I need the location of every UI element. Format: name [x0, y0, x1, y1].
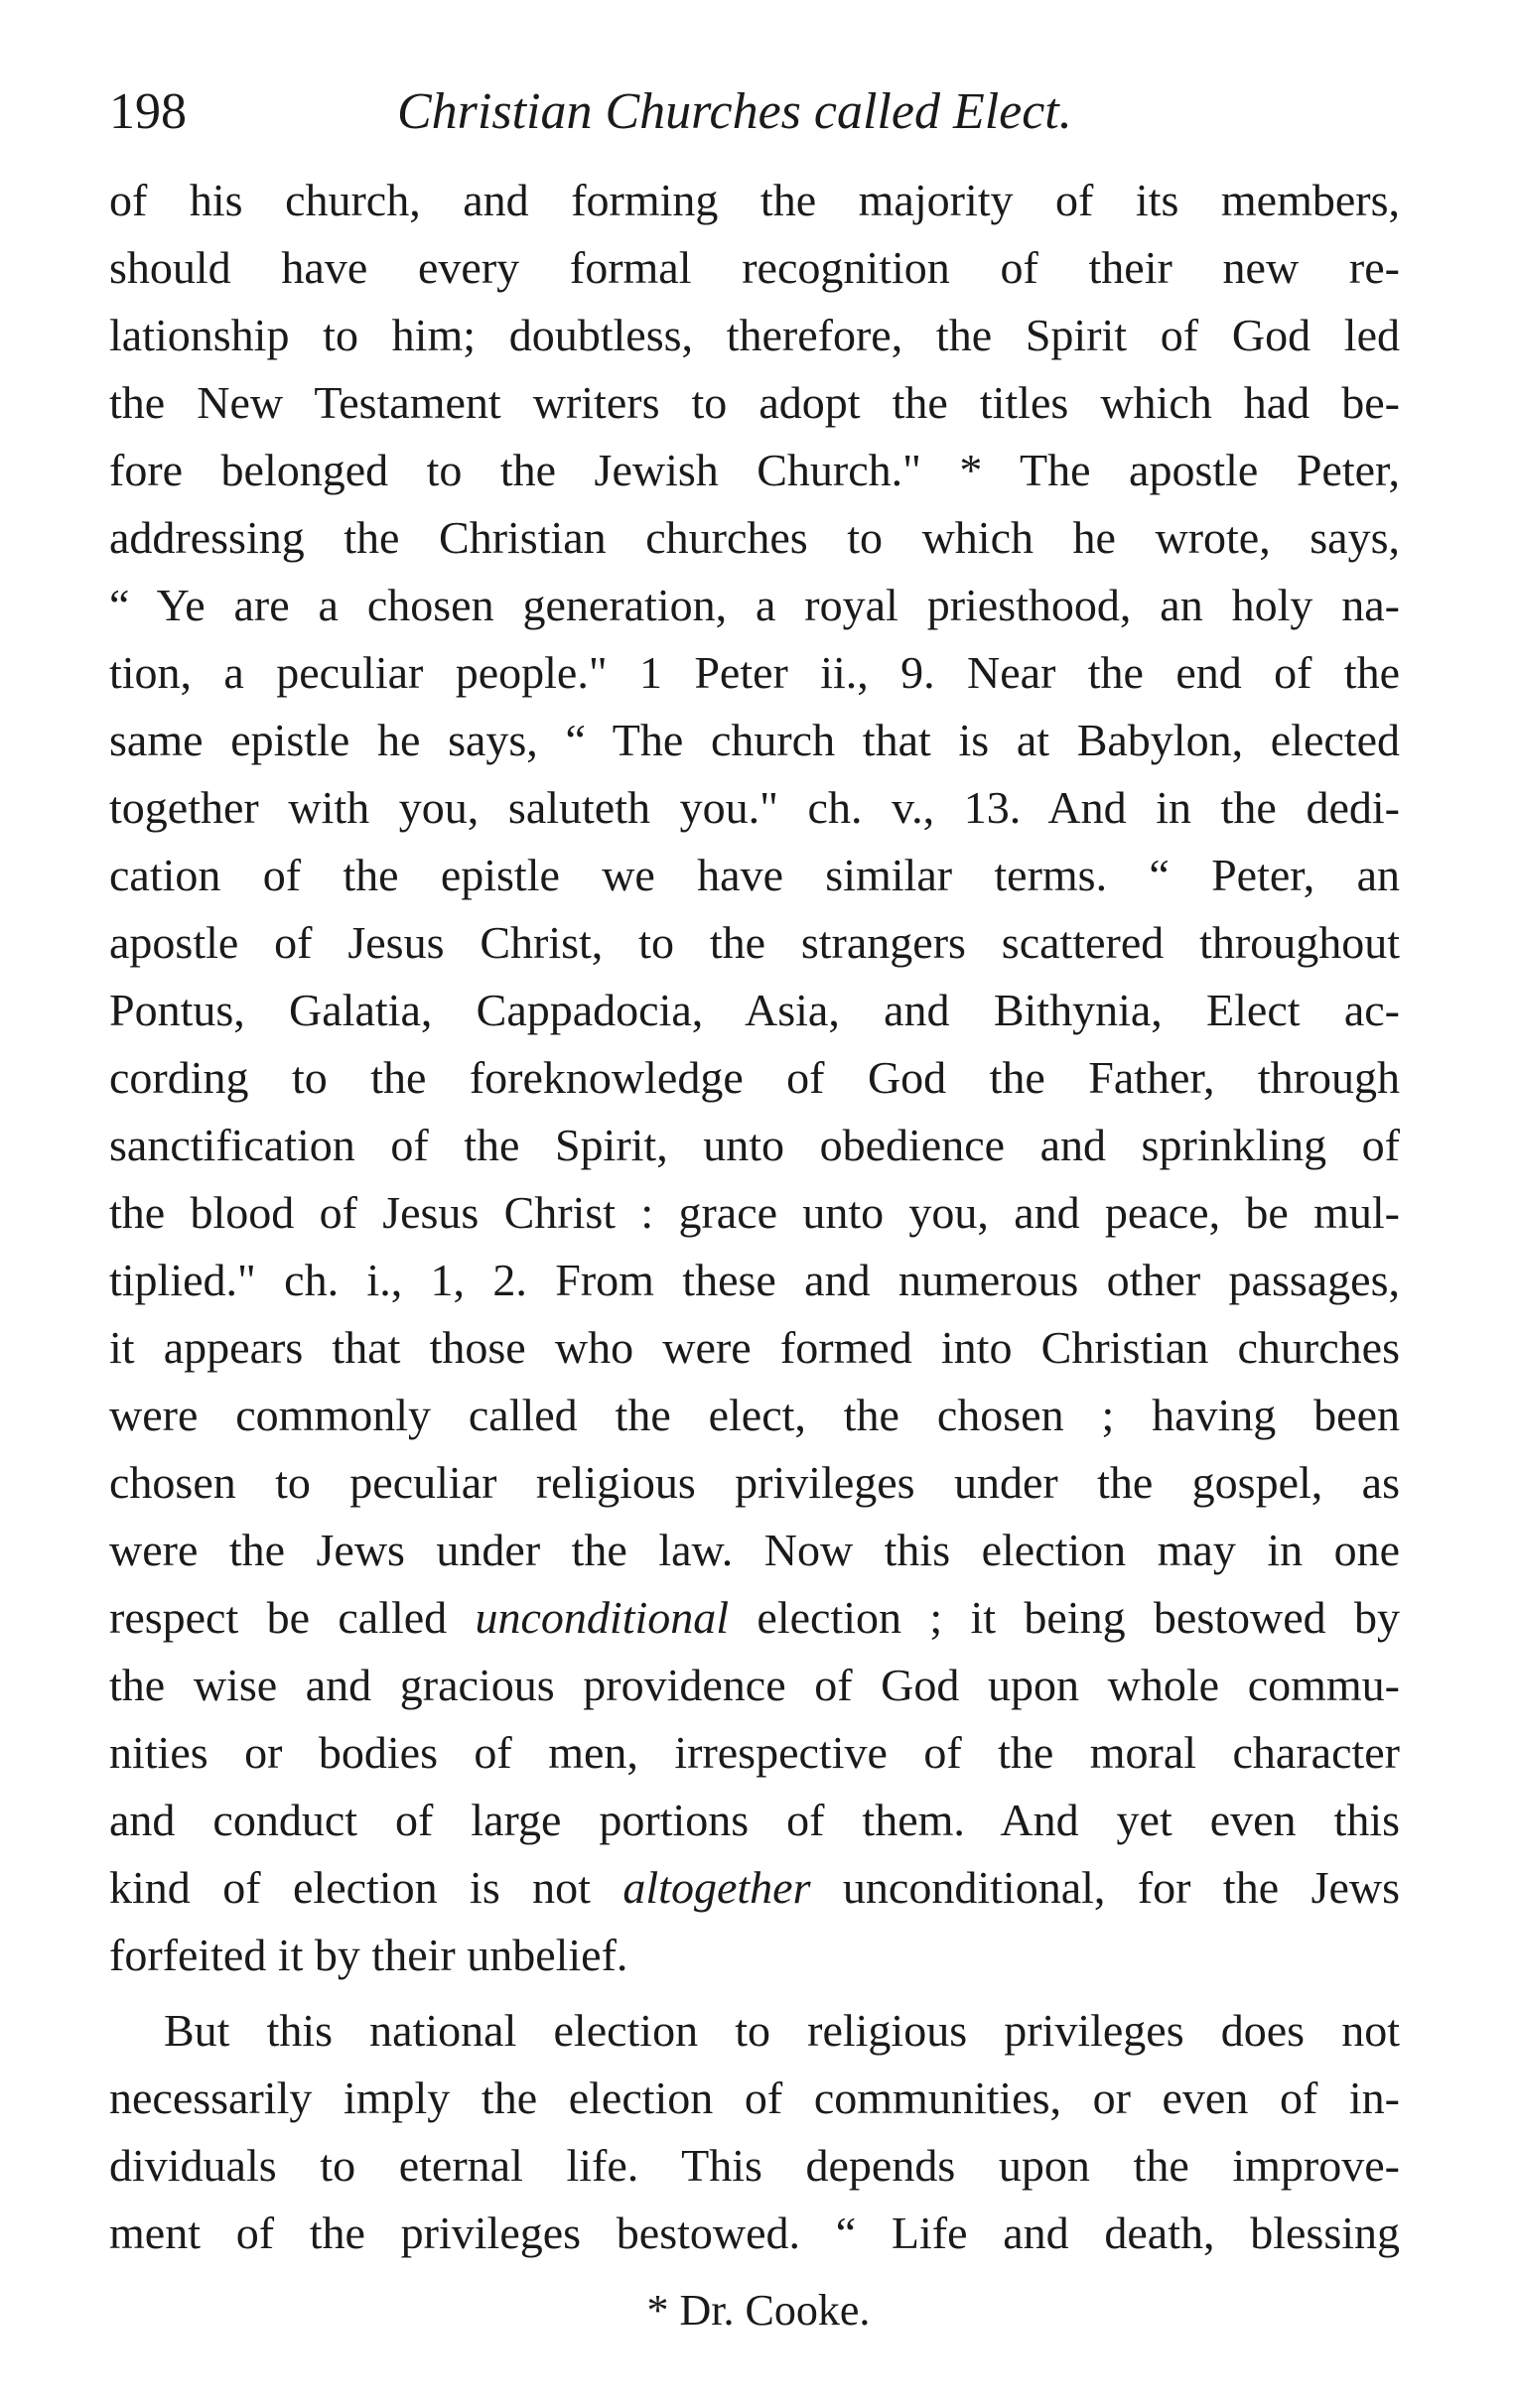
text-line: Pontus, Galatia, Cappadocia, Asia, and Bithynia, Elect ac-	[109, 985, 1400, 1035]
text-line: cation of the epistle we have similar terms. “ Peter, an	[109, 850, 1400, 900]
text-line: and conduct of large portions of them. And yet even this	[109, 1795, 1400, 1845]
text-line: tiplied." ch. i., 1, 2. From these and numerous other passages,	[109, 1255, 1400, 1305]
text-line: fore belonged to the Jewish Church." * The apostle Peter,	[109, 445, 1400, 495]
text-line: together with you, saluteth you." ch. v., 13. And in the dedi-	[109, 782, 1400, 833]
text-line: chosen to peculiar religious privileges under the gospel, as	[109, 1457, 1400, 1508]
body-text	[109, 167, 1400, 2267]
page-number: 198	[109, 83, 187, 140]
italic-term: unconditional	[475, 1592, 730, 1643]
text-line: should have every formal recognition of their new re-	[109, 242, 1400, 293]
text-line: sanctification of the Spirit, unto obedience and sprinkling of	[109, 1120, 1400, 1170]
text-line: the blood of Jesus Christ : grace unto you, and peace, be mul-	[109, 1187, 1400, 1238]
text-line: lationship to him; doubtless, therefore, the Spirit of God led	[109, 310, 1400, 360]
text-line: tion, a peculiar people." 1 Peter ii., 9. Near the end of the	[109, 647, 1400, 698]
text-line: dividuals to eternal life. This depends upon the improve-	[109, 2140, 1400, 2191]
paragraph-1	[109, 167, 1400, 1989]
footnote: * Dr. Cooke.	[646, 2286, 871, 2335]
text-run: election ; it being bestowed by	[729, 1592, 1400, 1643]
paragraph-gap	[109, 1989, 1400, 1997]
text-run: unconditional, for the Jews	[810, 1862, 1401, 1913]
text-line: the New Testament writers to adopt the titles which had be-	[109, 377, 1400, 428]
text-line: it appears that those who were formed into Christian churches	[109, 1322, 1400, 1373]
italic-term: altogether	[622, 1862, 811, 1913]
paragraph-2	[109, 1997, 1400, 2267]
text-line-with-italic	[109, 1584, 1400, 1652]
text-run: respect be called	[109, 1592, 476, 1643]
text-line: “ Ye are a chosen generation, a royal priesthood, an holy na-	[109, 580, 1400, 630]
text-line: necessarily imply the election of communities, or even of in-	[109, 2073, 1400, 2123]
running-title: Christian Churches called Elect.	[397, 83, 1072, 140]
text-line: nities or bodies of men, irrespective of the moral character	[109, 1727, 1400, 1778]
text-line: addressing the Christian churches to which he wrote, says,	[109, 512, 1400, 563]
text-line-with-italic	[109, 1854, 1400, 1922]
text-line: cording to the foreknowledge of God the Father, through	[109, 1052, 1400, 1103]
text-line: were commonly called the elect, the chosen ; having been	[109, 1390, 1400, 1440]
text-line: forfeited it by their unbelief.	[109, 1930, 628, 1980]
text-line: ment of the privileges bestowed. “ Life and death, blessing	[109, 2207, 1400, 2258]
text-line: But this national election to religious privileges does not	[164, 2005, 1400, 2056]
text-run: kind of election is not	[109, 1862, 623, 1913]
text-line: the wise and gracious providence of God upon whole commu-	[109, 1660, 1400, 1710]
text-line: of his church, and forming the majority of its members,	[109, 175, 1400, 225]
running-head	[109, 77, 1400, 147]
text-line: were the Jews under the law. Now this election may in one	[109, 1525, 1400, 1575]
text-line: same epistle he says, “ The church that is at Babylon, elected	[109, 715, 1400, 765]
text-line: apostle of Jesus Christ, to the strangers scattered throughout	[109, 917, 1400, 968]
